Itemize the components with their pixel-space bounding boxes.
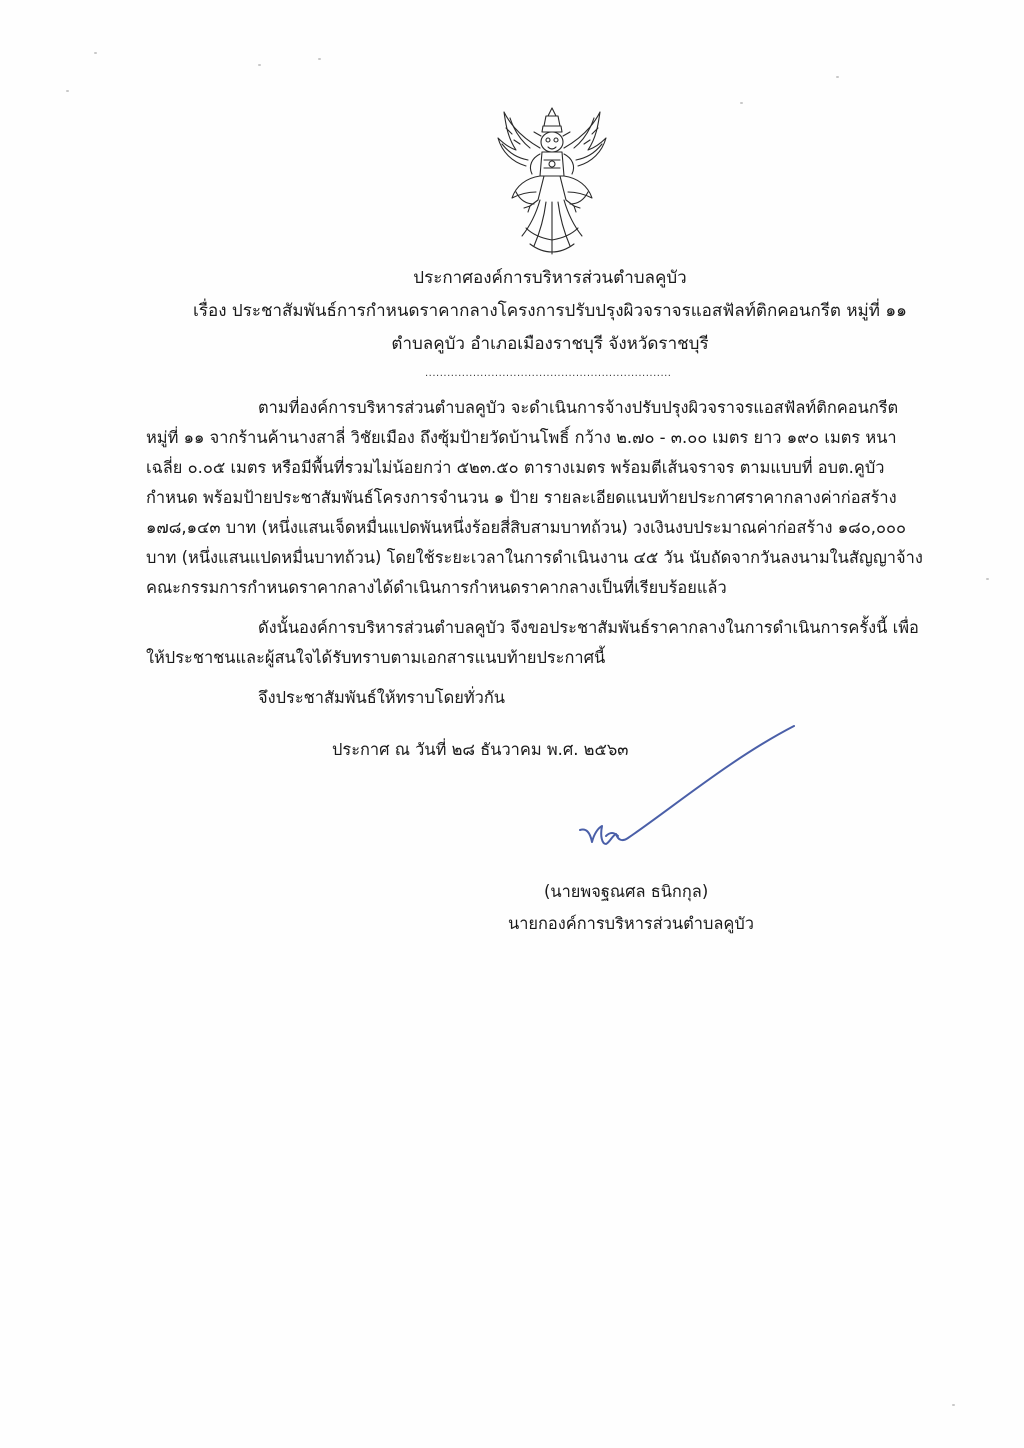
paragraph-line: ตามที่องค์การบริหารส่วนตำบลคูบัว จะดำเนินการจ้างปรับปรุงผิวจราจรแอสฟัลท์ติกคอนกรีต bbox=[258, 398, 899, 417]
signatory-name: (นายพจฐณศล ธนิกกุล) bbox=[544, 882, 709, 901]
separator-dots: ................................................................... bbox=[425, 368, 672, 379]
announcement-date: ประกาศ ณ วันที่ ๒๘ ธันวาคม พ.ศ. ๒๕๖๓ bbox=[332, 740, 629, 759]
scan-speck bbox=[836, 76, 839, 78]
scan-speck bbox=[740, 102, 743, 104]
paragraph-line: บาท (หนึ่งแสนแปดหมื่นบาทถ้วน) โดยใช้ระยะเวลาในการดำเนินงาน ๔๕ วัน นับถัดจากวันลงนามในสัญญาจ้าง bbox=[146, 548, 923, 567]
scan-speck bbox=[952, 1404, 955, 1406]
document-location: ตำบลคูบัว อำเภอเมืองราชบุรี จังหวัดราชบุรี bbox=[391, 334, 709, 354]
scan-speck bbox=[986, 578, 989, 580]
paragraph-line: หมู่ที่ ๑๑ จากร้านค้านางสาลี่ วิชัยเมือง ถึงซุ้มป้ายวัดบ้านโพธิ์ กว้าง ๒.๗๐ - ๓.๐๐ เมตร ยาว ๑๙๐ เมตร หนา bbox=[146, 428, 897, 447]
document-subject: เรื่อง ประชาสัมพันธ์การกำหนดราคากลางโครงการปรับปรุงผิวจราจรแอสฟัลท์ติกคอนกรีต หมู่ที่ ๑๑ bbox=[193, 301, 907, 321]
scan-speck bbox=[318, 58, 321, 60]
scan-speck bbox=[94, 52, 97, 54]
paragraph-line: ให้ประชาชนและผู้สนใจได้รับทราบตามเอกสารแนบท้ายประกาศนี้ bbox=[146, 648, 606, 667]
scan-speck bbox=[258, 64, 261, 66]
paragraph-line: ๑๗๘,๑๔๓ บาท (หนึ่งแสนเจ็ดหมื่นแปดพันหนึ่งร้อยสี่สิบสามบาทถ้วน) วงเงินงบประมาณค่าก่อสร้าง ๑๘๐,๐๐๐ bbox=[146, 518, 907, 537]
paragraph-line: กำหนด พร้อมป้ายประชาสัมพันธ์โครงการจำนวน ๑ ป้าย รายละเอียดแนบท้ายประกาศราคากลางค่าก่อสร้าง bbox=[146, 488, 897, 507]
closing-statement: จึงประชาสัมพันธ์ให้ทราบโดยทั่วกัน bbox=[258, 688, 505, 707]
scan-speck bbox=[66, 90, 69, 92]
signatory-title: นายกองค์การบริหารส่วนตำบลคูบัว bbox=[508, 914, 754, 933]
paragraph-line: คณะกรรมการกำหนดราคากลางได้ดำเนินการกำหนดราคากลางเป็นที่เรียบร้อยแล้ว bbox=[146, 578, 727, 597]
handwritten-signature-icon bbox=[572, 718, 804, 858]
paragraph-line: ดังนั้นองค์การบริหารส่วนตำบลคูบัว จึงขอประชาสัมพันธ์ราคากลางในการดำเนินการครั้งนี้ เพื่อ bbox=[258, 618, 919, 637]
document-title: ประกาศองค์การบริหารส่วนตำบลคูบัว bbox=[413, 268, 687, 288]
garuda-emblem-icon bbox=[486, 104, 618, 260]
paragraph-line: เฉลี่ย ๐.๐๕ เมตร หรือมีพื้นที่รวมไม่น้อยกว่า ๕๒๓.๕๐ ตารางเมตร พร้อมตีเส้นจราจร ตามแบบที่ อบต.คูบัว bbox=[146, 458, 885, 477]
